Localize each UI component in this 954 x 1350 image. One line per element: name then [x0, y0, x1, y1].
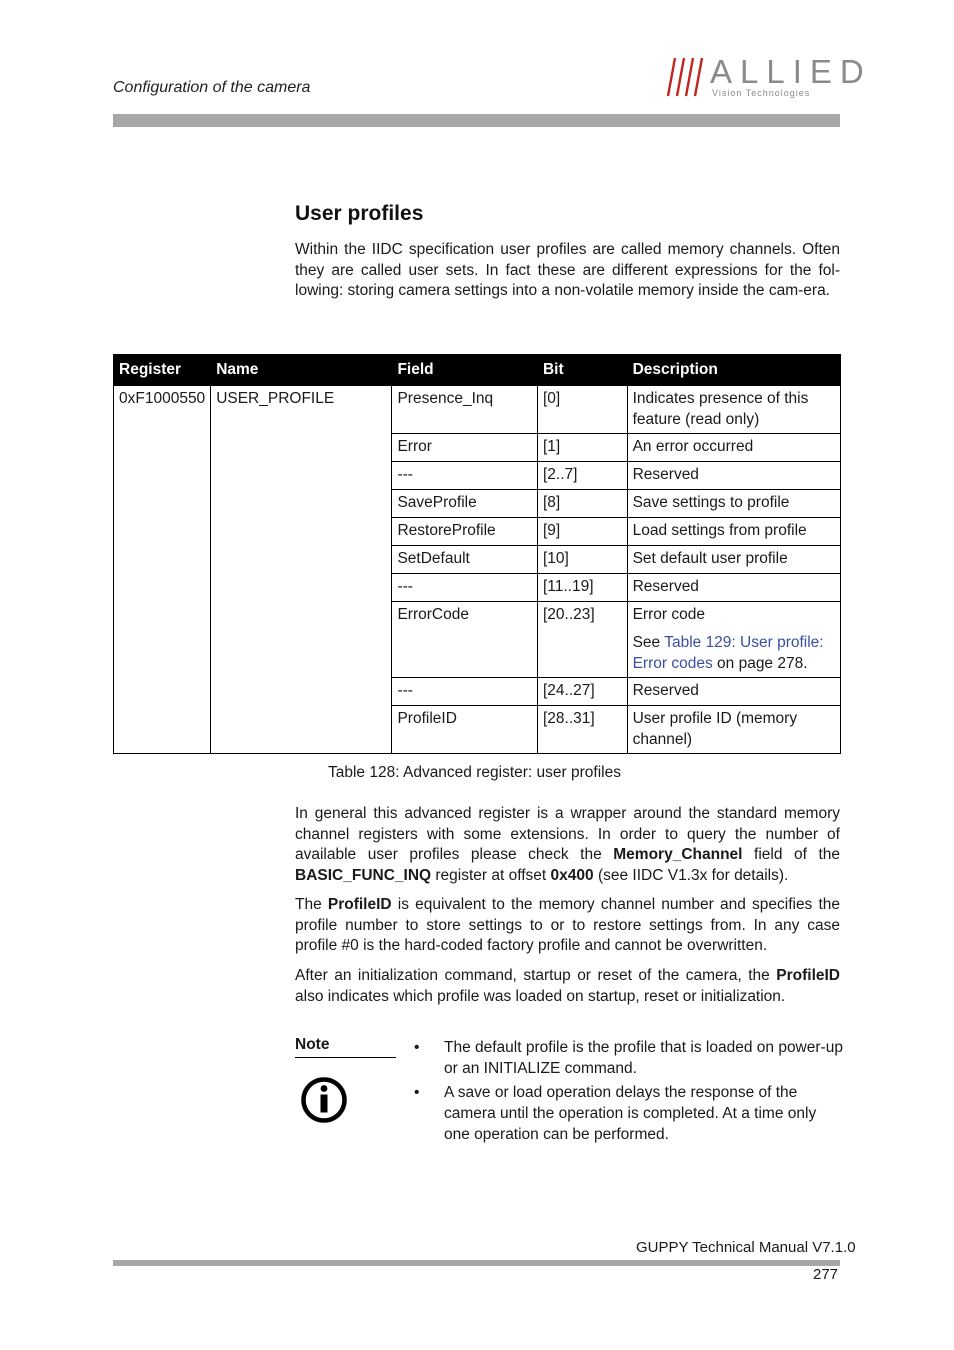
logo-word: ALLIED — [710, 53, 872, 90]
text-span: After an initialization command, startup or reset of the camera, the — [295, 967, 777, 984]
col-bit: Bit — [537, 355, 627, 386]
allied-logo — [666, 53, 872, 100]
offset-term: 0x400 — [550, 867, 594, 885]
col-field: Field — [392, 355, 538, 386]
bullet-icon: • — [414, 1084, 420, 1102]
desc-cell — [627, 602, 840, 678]
field-cell: SetDefault — [392, 546, 538, 574]
profileid-term: ProfileID — [776, 967, 840, 984]
desc-cell: Set default user profile — [627, 546, 840, 574]
col-register: Register — [114, 355, 211, 386]
running-header: Configuration of the camera — [113, 79, 311, 96]
desc-cell: Reserved — [627, 462, 840, 490]
bit-cell: [9] — [537, 518, 627, 546]
bit-cell: [24..27] — [537, 678, 627, 706]
bit-cell: [2..7] — [537, 462, 627, 490]
footer-manual: GUPPY Technical Manual V7.1.0 — [636, 1239, 856, 1256]
register-table — [113, 354, 841, 754]
see-prefix: See — [632, 634, 665, 651]
bit-cell: [8] — [537, 490, 627, 518]
text-span: also indicates which profile was loaded on startup, reset or initialization. — [295, 987, 786, 1005]
wrapper-paragraph — [295, 804, 840, 887]
desc-cell: Reserved — [627, 574, 840, 602]
desc-cell: Load settings from profile — [627, 518, 840, 546]
field-cell: --- — [392, 678, 538, 706]
bit-cell: [1] — [537, 434, 627, 462]
note-text: A save or load operation delays the response of the camera until the operation is completed. At a time only one operation can be performed. — [444, 1084, 817, 1143]
field-cell: Error — [392, 434, 538, 462]
desc-cell: Indicates presence of this feature (read only) — [627, 386, 840, 434]
desc-cell: Reserved — [627, 678, 840, 706]
error-code-see — [633, 632, 835, 674]
basic-func-inq-term: BASIC_FUNC_INQ — [295, 867, 432, 885]
list-item — [414, 1038, 844, 1079]
see-suffix: on page 278. — [712, 655, 808, 672]
text-span: field of the — [742, 846, 840, 864]
bit-cell: [0] — [537, 386, 627, 434]
profileid-paragraph — [295, 895, 840, 957]
register-cell: 0xF1000550 — [114, 386, 211, 754]
col-description: Description — [627, 355, 840, 386]
page-number: 277 — [813, 1266, 839, 1283]
memory-channel-term: Memory_Channel — [613, 846, 743, 864]
init-paragraph — [295, 966, 840, 1007]
note-text: The default profile is the profile that is loaded on power-up or an INITIALIZE command. — [444, 1039, 843, 1077]
text-span: is equivalent to the memory channel number and specifies the profile number to store settings to or to restore settings from. In any case profile #0 is the hard-coded factory profile and cannot be overwritten. — [295, 896, 841, 955]
list-item — [414, 1083, 844, 1145]
footer-rule — [113, 1260, 840, 1266]
desc-cell: User profile ID (memory channel) — [627, 706, 840, 754]
table-header-row — [114, 355, 841, 386]
bit-cell: [10] — [537, 546, 627, 574]
desc-cell: Save settings to profile — [627, 490, 840, 518]
text-span: register at offset — [431, 867, 551, 885]
bullet-icon: • — [414, 1039, 420, 1056]
name-cell: USER_PROFILE — [211, 386, 392, 754]
info-icon — [300, 1076, 348, 1124]
error-code-desc: Error code — [632, 606, 705, 623]
header-rule — [113, 114, 840, 127]
field-cell: ProfileID — [392, 706, 538, 754]
bit-cell: [20..23] — [537, 602, 627, 678]
intro-paragraph: Within the IIDC specification user profiles are called memory channels. Often they are called user sets. In fact these are different expressions for the fol-lowing: storing camera settings into a non-volatile memory inside the cam-era. — [295, 241, 840, 300]
field-cell: SaveProfile — [392, 490, 538, 518]
field-cell: --- — [392, 462, 538, 490]
section-title: User profiles — [295, 202, 424, 225]
logo-slashes-icon — [666, 56, 710, 100]
profileid-term: ProfileID — [327, 896, 392, 913]
logo-subtitle: Vision Technologies — [712, 88, 811, 98]
note-label: Note — [295, 1036, 396, 1058]
text-span: (see IIDC V1.3x for details). — [593, 867, 789, 885]
col-name: Name — [211, 355, 392, 386]
table-row — [114, 386, 841, 434]
error-codes-link[interactable]: Table 129: User profile: Error codes — [632, 634, 824, 672]
field-cell: ErrorCode — [392, 602, 538, 678]
field-cell: Presence_Inq — [392, 386, 538, 434]
bit-cell: [28..31] — [537, 706, 627, 754]
field-cell: RestoreProfile — [392, 518, 538, 546]
bit-cell: [11..19] — [537, 574, 627, 602]
text-span: In general this advanced register is a wrapper around the standard memory channel registers with some extensions. In order to query the number of available user profiles please check the — [295, 805, 840, 864]
field-cell: --- — [392, 574, 538, 602]
desc-cell: An error occurred — [627, 434, 840, 462]
table-caption: Table 128: Advanced register: user profiles — [328, 764, 621, 781]
text-span: The — [295, 896, 328, 913]
note-list — [414, 1038, 844, 1150]
